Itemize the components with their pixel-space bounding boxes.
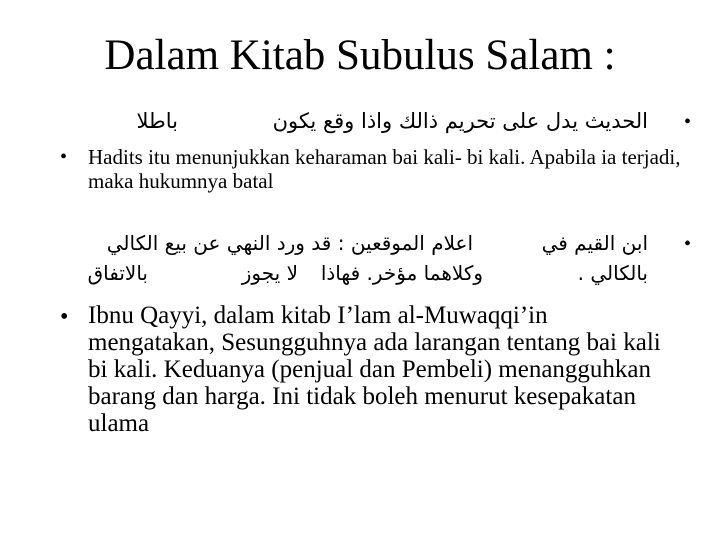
bullet-dot-3: • (684, 233, 692, 255)
arabic-quote-line1-a: ابن القيم في (541, 231, 648, 255)
bullet-dot-1: • (684, 111, 692, 133)
arabic-quote (28, 228, 648, 290)
bullet-dot-4: • (60, 304, 69, 330)
arabic-quote-line1-b: اعلام الموقعين : قد ورد النهي عن بيع الكالي (106, 231, 473, 255)
translation-2: Ibnu Qayyi, dalam kitab I’lam al-Muwaqqi’in mengatakan, Sesungguhnya ada larangan tentang bai kali bi kali. Keduanya (penjual dan Pembeli) menangguhkan barang dan harga. Ini tidak boleh menurut kesepakatan ulama (88, 302, 661, 437)
bullet-dot-2: • (60, 146, 68, 168)
arabic-main-text: الحديث يدل على تحريم ذالك واذا وقع يكون (272, 109, 648, 133)
arabic-quote-line2-c: لا يجوز (241, 261, 298, 285)
arabic-line-1 (48, 106, 648, 136)
arabic-quote-line2-b: وكلاهما مؤخر. فهاذا (320, 261, 483, 285)
arabic-quote-line2-d: بالاتفاق (87, 261, 148, 285)
arabic-quote-line2-a: بالكالي . (577, 261, 648, 285)
slide-title: Dalam Kitab Subulus Salam : (104, 32, 616, 79)
arabic-end-text: باطلا (136, 109, 178, 133)
translation-1: Hadits itu menunjukkan keharaman bai kali- bi kali. Apabila ia terjadi, maka hukumnya batal (88, 145, 681, 193)
